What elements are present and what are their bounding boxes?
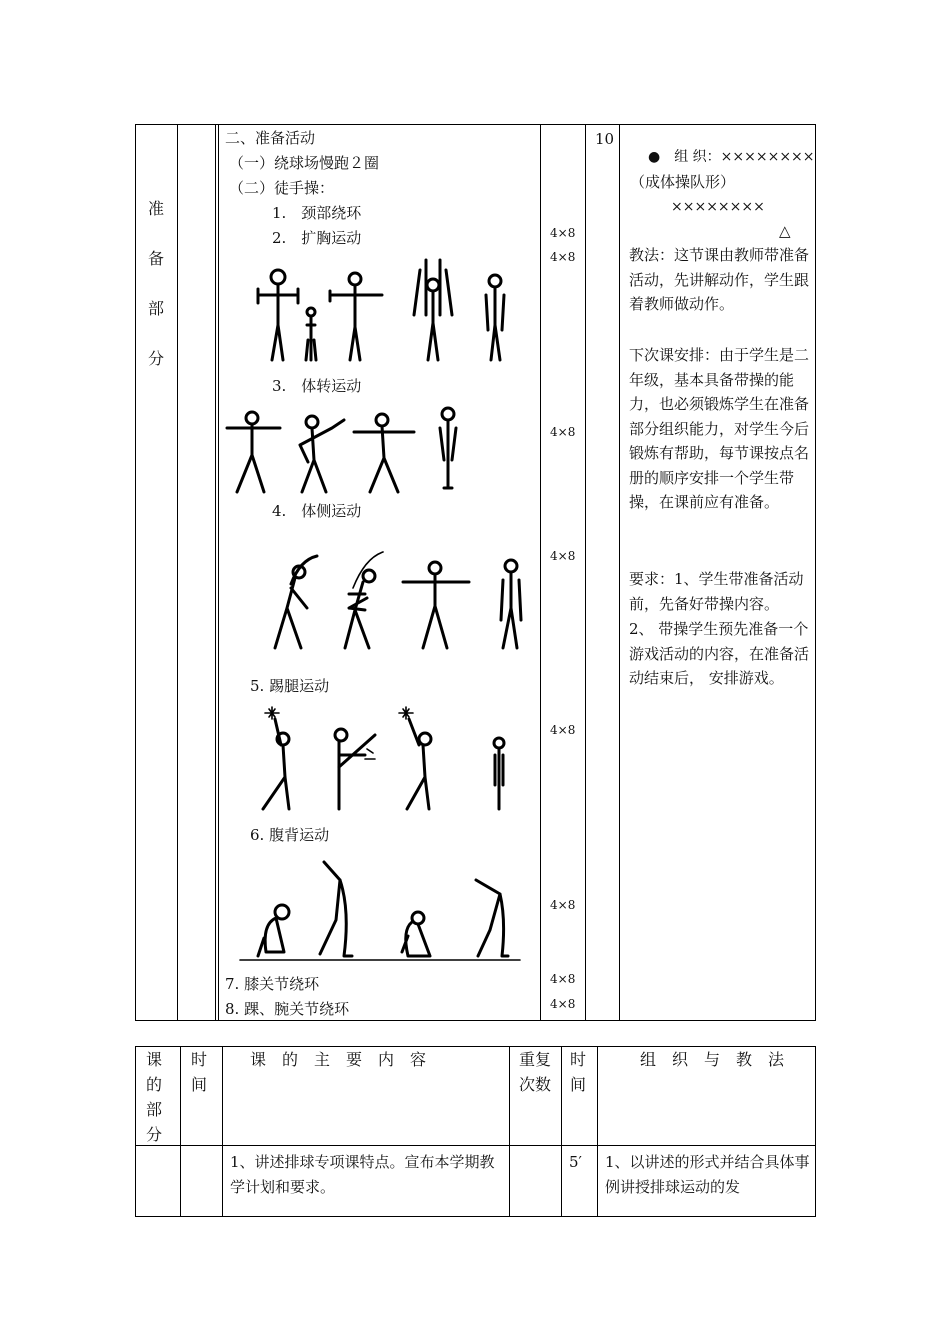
reps-value: 4×8 (550, 425, 576, 439)
side-bend-illustration (265, 548, 525, 658)
reps-value: 4×8 (550, 226, 576, 240)
exercise-label: 3. 体转运动 (272, 377, 362, 395)
reps-value: 4×8 (550, 997, 576, 1011)
next-class-plan: 下次课安排：由于学生是二年级，基本具备带操的能力，也必须锻炼学生在准备部分组织能力，对学生今后锻炼有帮助，每节课按点名册的顺序安排一个学生带操，在课前应有准备。 (629, 346, 810, 511)
teaching-method: 教法：这节课由教师带准备活动，先讲解动作，学生跟着教师做动作。 (629, 246, 810, 313)
header-time-char: 间 (570, 1075, 587, 1094)
content-item: （二）徒手操： (229, 179, 335, 197)
reps-value: 4×8 (550, 898, 576, 912)
header-content: 课 的 主 要 内 容 (250, 1050, 427, 1069)
exercise-label: 8. 踝、腕关节绕环 (225, 1000, 350, 1018)
section-char: 分 (148, 349, 165, 368)
header-time-char: 时 (570, 1050, 587, 1069)
section-char: 部 (148, 299, 165, 318)
exercise-label: 7. 膝关节绕环 (225, 975, 320, 993)
leg-kick-illustration (255, 705, 515, 817)
reps-value: 4×8 (550, 972, 576, 986)
org-line: ● 组 织：×××××××× (648, 149, 815, 165)
abdomen-back-illustration (240, 860, 520, 970)
org-line: ×××××××× (671, 199, 765, 215)
header-time-char: 间 (191, 1075, 208, 1094)
exercise-label: 2. 扩胸运动 (272, 229, 362, 247)
exercise-label: 4. 体侧运动 (272, 502, 362, 520)
body-twist-illustration (222, 400, 482, 500)
row-time: 5′ (569, 1153, 582, 1171)
header-method: 组 织 与 教 法 (640, 1050, 785, 1069)
triangle-icon: △ (779, 222, 791, 240)
header-part-char: 的 (146, 1075, 163, 1094)
header-part-char: 分 (146, 1125, 163, 1144)
reps-value: 4×8 (550, 549, 576, 563)
header-reps: 重复 (519, 1050, 552, 1069)
header-time-char: 时 (191, 1050, 208, 1069)
reps-value: 4×8 (550, 250, 576, 264)
requirement-2: 2、 带操学生预先准备一个游戏活动的内容，在准备活动结束后， 安排游戏。 (629, 620, 810, 687)
row-method: 1、以讲述的形式并结合具体事例讲授排球运动的发 (605, 1153, 810, 1196)
exercise-label: 6. 腹背运动 (250, 826, 330, 844)
row-content: 1、讲述排球专项课特点。宣布本学期教学计划和要求。 (230, 1153, 495, 1196)
requirement-1: 要求：1、学生带准备活动前，先备好带操内容。 (629, 570, 804, 613)
reps-value: 4×8 (550, 723, 576, 737)
exercise-label: 5. 踢腿运动 (250, 677, 330, 695)
header-part-char: 课 (146, 1050, 163, 1069)
exercise-label: 1. 颈部绕环 (272, 204, 362, 222)
content-heading: 二、准备活动 (225, 129, 316, 147)
time-value: 10 (595, 130, 615, 148)
section-char: 备 (148, 249, 165, 268)
org-line: （成体操队形） (630, 173, 736, 191)
content-item: （一）绕球场慢跑２圈 (229, 154, 380, 172)
header-reps: 次数 (519, 1075, 552, 1094)
header-part-char: 部 (146, 1100, 163, 1119)
section-char: 准 (148, 199, 165, 218)
chest-expansion-illustration (250, 255, 530, 370)
